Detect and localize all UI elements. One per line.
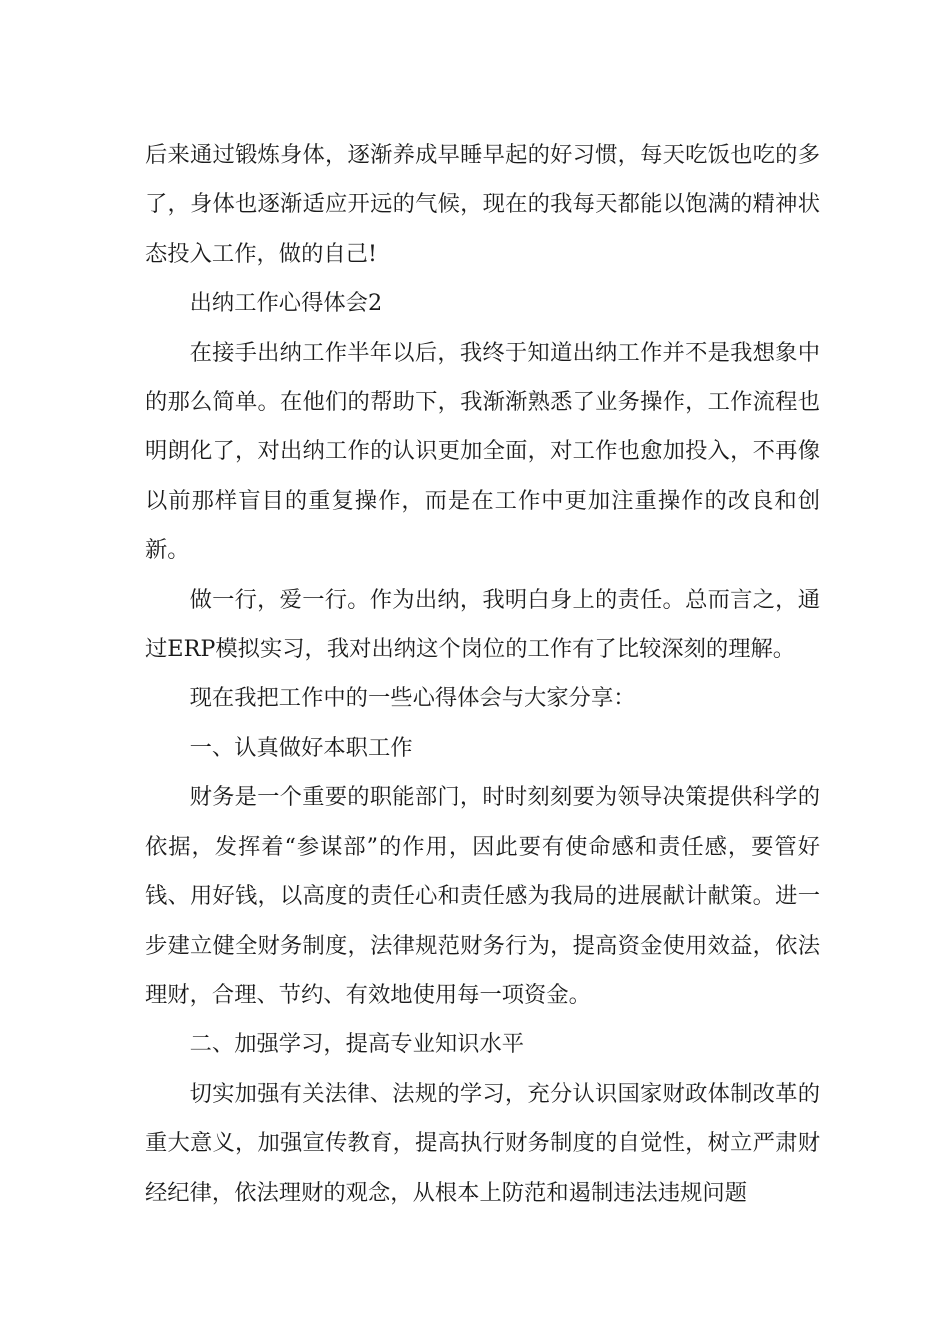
section-title: 出纳工作心得体会2: [189, 290, 383, 317]
paragraph-continuation: 后来通过锻炼身体，逐渐养成早睡早起的好习惯，每天吃饭也吃的多了，身体也逐渐适应开远的气候，现在的我每天都能以饱满的精神状态投入工作，做的自己!: [145, 142, 820, 267]
paragraph: 财务是一个重要的职能部门，时时刻刻要为领导决策提供科学的依据，发挥着“参谋部”的作用，因此要有使命感和责任感，要管好钱、用好钱，以高度的责任心和责任感为我局的进展献计献策。进一步建立健全财务制度，法律规范财务行为，提高资金使用效益，依法理财，合理、节约、有效地使用每一项资金。: [145, 784, 820, 1008]
paragraph: 现在我把工作中的一些心得体会与大家分享：: [189, 685, 636, 712]
paragraph: 切实加强有关法律、法规的学习，充分认识国家财政体制改革的重大意义，加强宣传教育，提高执行财务制度的自觉性，树立严肃财经纪律，依法理财的观念，从根本上防范和遏制违法违规问题: [145, 1080, 820, 1206]
document-body: [145, 131, 820, 1218]
subheading: 二、加强学习，提高专业知识水平: [189, 1031, 525, 1058]
paragraph: 做一行，爱一行。作为出纳，我明白身上的责任。总而言之，通过ERP模拟实习，我对出纳这个岗位的工作有了比较深刻的理解。: [145, 586, 820, 663]
paragraph: 在接手出纳工作半年以后，我终于知道出纳工作并不是我想象中的那么简单。在他们的帮助下，我渐渐熟悉了业务操作，工作流程也明朗化了，对出纳工作的认识更加全面，对工作也愈加投入，不再像以前那样盲目的重复操作，而是在工作中更加注重操作的改良和创新。: [145, 339, 820, 564]
subheading: 一、认真做好本职工作: [189, 734, 413, 761]
